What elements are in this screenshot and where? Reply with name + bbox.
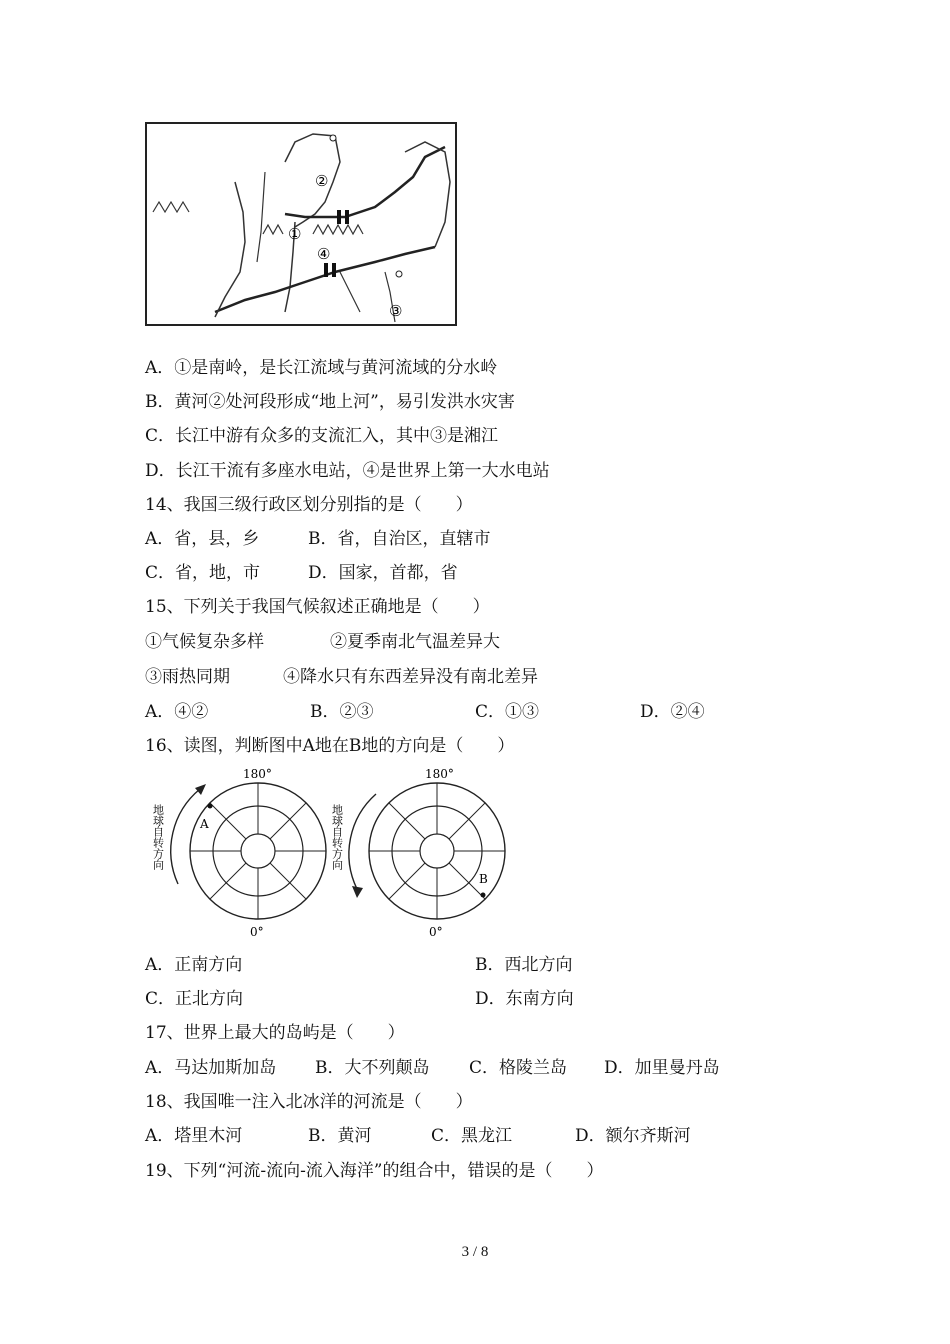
q15-stem: 15、下列关于我国气候叙述正确地是（ ） (145, 597, 490, 617)
q18-option-b: B．黄河 (308, 1126, 372, 1146)
left-globe-top-label: 180° (243, 767, 272, 781)
q18-option-a: A．塔里木河 (145, 1126, 243, 1146)
q13-option-a: A．①是南岭，是长江流域与黄河流域的分水岭 (145, 358, 498, 378)
right-globe-top-label: 180° (425, 767, 454, 781)
q16-option-c: C．正北方向 (145, 989, 244, 1009)
map-label-1: ① (288, 225, 302, 243)
left-rotation-label: 地球自转方向 (151, 804, 165, 870)
q18-option-d: D．额尔齐斯河 (575, 1126, 691, 1146)
q15-item-3: ③雨热同期 (145, 667, 230, 687)
q16-option-b: B．西北方向 (475, 955, 573, 975)
q15-option-b: B．②③ (310, 702, 374, 722)
q17-option-c: C．格陵兰岛 (469, 1058, 568, 1078)
q15-option-d: D．②④ (640, 702, 705, 722)
q18-option-c: C．黑龙江 (431, 1126, 513, 1146)
polar-view-figure (140, 764, 520, 944)
left-globe-bottom-label: 0° (250, 925, 264, 939)
q16-stem: 16、读图，判断图中A地在B地的方向是（ ） (145, 736, 515, 756)
point-b-label: B (479, 872, 488, 886)
q15-option-c: C．①③ (475, 702, 540, 722)
q13-option-b: B．黄河②处河段形成“地上河”，易引发洪水灾害 (145, 392, 515, 412)
q17-stem: 17、世界上最大的岛屿是（ ） (145, 1023, 405, 1043)
q15-item-4: ④降水只有东西差异没有南北差异 (283, 667, 538, 687)
q19-stem: 19、下列“河流-流向-流入海洋”的组合中，错误的是（ ） (145, 1161, 604, 1181)
point-a-label: A (200, 817, 209, 831)
q16-option-d: D．东南方向 (475, 989, 574, 1009)
page-number: 3 / 8 (461, 1244, 489, 1260)
q16-option-a: A．正南方向 (145, 955, 243, 975)
q15-item-1: ①气候复杂多样 (145, 632, 264, 652)
left-polar-globe (152, 767, 327, 939)
point-b-marker (481, 893, 486, 898)
q15-option-a: A．④② (145, 702, 209, 722)
q17-option-a: A．马达加斯加岛 (145, 1058, 277, 1078)
q13-option-d: D．长江干流有多座水电站，④是世界上第一大水电站 (145, 461, 550, 481)
q14-option-d: D．国家，首都，省 (308, 563, 458, 583)
q15-item-2: ②夏季南北气温差异大 (330, 632, 500, 652)
q14-stem: 14、我国三级行政区划分别指的是（ ） (145, 495, 473, 515)
right-polar-globe (331, 767, 506, 939)
q17-option-d: D．加里曼丹岛 (604, 1058, 720, 1078)
q13-option-c: C．长江中游有众多的支流汇入，其中③是湘江 (145, 426, 499, 446)
q18-stem: 18、我国唯一注入北冰洋的河流是（ ） (145, 1092, 473, 1112)
map-label-2: ② (315, 172, 329, 190)
q14-option-c: C．省，地，市 (145, 563, 261, 583)
right-globe-bottom-label: 0° (429, 925, 443, 939)
q14-option-a: A．省，县，乡 (145, 529, 260, 549)
point-a-marker (208, 804, 213, 809)
map-label-3: ③ (389, 302, 403, 320)
q14-option-b: B．省，自治区，直辖市 (308, 529, 491, 549)
river-map-figure (145, 122, 457, 326)
map-label-4: ④ (317, 245, 331, 263)
q17-option-b: B．大不列颠岛 (315, 1058, 430, 1078)
right-rotation-label: 地球自转方向 (330, 804, 344, 870)
